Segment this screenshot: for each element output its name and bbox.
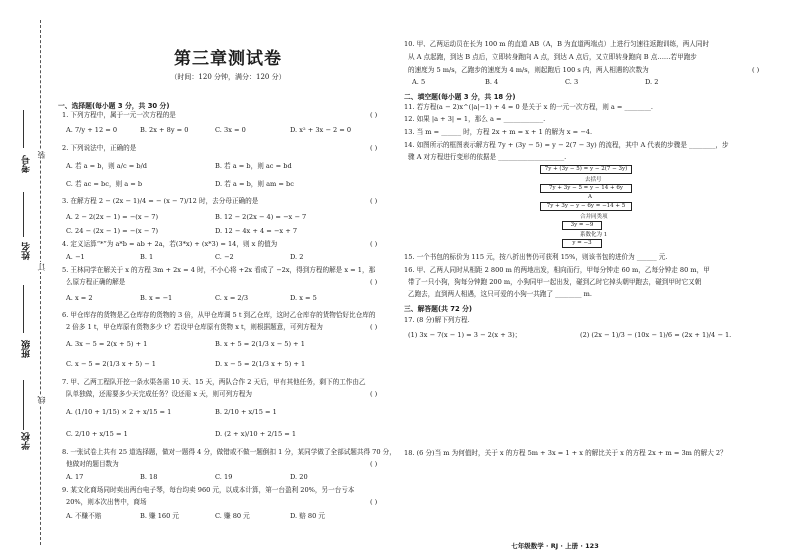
q1-opt-b: B. 2x + 8y = 0 xyxy=(140,126,189,134)
q5-paren: ( ) xyxy=(370,278,378,286)
flow-step-3: 7y + 3y − y − 6y = −14 + 5 xyxy=(540,202,632,211)
q3-paren: ( ) xyxy=(370,197,378,205)
q5-stem-2: 么原方程正确的解是 xyxy=(66,278,126,286)
q11: 11. 若方程(a − 2)x^(|a|−1) + 4 = 0 是关于 x 的一元一次方程，则 a = ________. xyxy=(404,103,654,111)
q17-stem: 17. (8 分)解下列方程. xyxy=(404,316,470,324)
q4-opt-d: D. 2 xyxy=(290,253,304,261)
q6-opt-b: B. x + 5 = 2(1/3 x − 5) + 1 xyxy=(215,340,305,348)
q9-opt-b: B. 赚 160 元 xyxy=(140,512,180,520)
q6-opt-c: C. x − 5 = 2(1/3 x + 5) − 1 xyxy=(66,360,156,368)
q15: 15. 一个书包的标价为 115 元，按八折出售仍可获利 15%，则该书包的进价为 ______ 元. xyxy=(404,253,668,261)
label-banji: 班级 xyxy=(22,340,32,358)
q10-line-2: 从 A 点起跑，到达 B 点后，立即转身跑向 A 点，到达 A 点后，又立即转身跑向 B 点……若甲跑步 xyxy=(408,53,697,61)
banji-line xyxy=(23,285,24,333)
q7-stem: 7. 甲、乙两工程队开挖一条水渠各需 10 天、15 天，两队合作 2 天后，甲有其他任务，剩下的工作由乙 xyxy=(62,378,366,386)
q10-line-1: 10. 甲、乙两运动员在长为 100 m 的直道 AB（A，B 为直道两端点）上进行匀速往返跑训练，两人同时 xyxy=(404,40,710,48)
section2-heading: 二、填空题(每小题 3 分，共 18 分) xyxy=(404,93,516,101)
q14-line-1: 14. 如图所示的框图表示解方程 7y + (3y − 5) = y − 2(7 − 3y) 的流程，其中 A 代表的步骤是 ________，步 xyxy=(404,141,729,149)
q16-line-3: 乙跑去，直到两人相遇，这只可爱的小狗一共跑了 ________ m. xyxy=(408,290,592,298)
flow-label-4: 系数化为 1 xyxy=(580,232,608,238)
q6-opt-d: D. x − 5 = 2(1/3 x + 5) + 1 xyxy=(215,360,306,368)
section1-heading: 一、选择题(每小题 3 分，共 30 分) xyxy=(58,102,170,110)
q6-paren: ( ) xyxy=(370,323,378,331)
q7-stem-2: 队单独做，还需要多少天完成任务？设还需 x 天，则可列方程为 xyxy=(66,390,252,398)
q8-opt-d: D. 20 xyxy=(290,473,308,481)
q2-opt-b: B. 若 a = b，则 ac = bd xyxy=(215,162,292,170)
q10-paren: ( ) xyxy=(752,66,760,74)
q9-paren: ( ) xyxy=(370,498,378,506)
q6-opt-a: A. 3x − 5 = 2(x + 5) + 1 xyxy=(66,340,148,348)
section3-heading: 三、解答题(共 72 分) xyxy=(404,305,472,313)
label-xuexiao: 学校 xyxy=(22,432,32,450)
flow-step-4: 3y = −9 xyxy=(562,221,602,230)
q1-opt-a: A. 7/y + 12 = 0 xyxy=(66,126,118,134)
flow-step-5: y = −3 xyxy=(562,239,602,248)
q8-stem: 8. 一张试卷上共有 25 道选择题，做对一题得 4 分，做错或不做一题倒扣 1 分，某同学做了全部试题共得 70 分， xyxy=(62,448,396,456)
q7-opt-c: C. 2/10 + x/15 = 1 xyxy=(66,430,128,438)
q2-opt-c: C. 若 ac = bc，则 a = b xyxy=(66,180,143,188)
flow-step-1: 7y + (3y − 5) = y − 2(7 − 3y) xyxy=(540,165,632,174)
seal-char-1: 装 xyxy=(37,151,46,159)
cut-line xyxy=(40,20,41,545)
q8-paren: ( ) xyxy=(370,460,378,468)
q9-stem-2: 20%，则本次出售中，商场 xyxy=(66,498,147,506)
q3-stem: 3. 在解方程 2 − (2x − 1)/4 = − (x − 7)/12 时，去分母正确的是 xyxy=(62,197,259,205)
q4-stem: 4. 定义运算“*”为 a*b = ab + 2a，若(3*x) + (x*3) = 14，则 x 的值为 xyxy=(62,240,278,248)
q2-stem: 2. 下列说法中，正确的是 xyxy=(62,144,137,152)
q10-opt-b: B. 4 xyxy=(485,78,499,86)
q5-opt-c: C. x = 2/3 xyxy=(215,294,249,302)
q10-line-3: 的速度为 5 m/s，乙跑步的速度为 4 m/s，则起跑后 100 s 内，两人相遇的次数为 xyxy=(408,66,649,74)
q12: 12. 如果 |a + 3| = 1，那么 a = ____________. xyxy=(404,115,546,123)
q5-opt-a: A. x = 2 xyxy=(66,294,93,302)
page-title: 第三章测试卷 xyxy=(174,49,282,69)
q17-part-2: (2) (2x − 1)/3 − (10x − 1)/6 = (2x + 1)/4 − 1. xyxy=(580,331,732,339)
q2-opt-a: A. 若 a = b，则 a/c = b/d xyxy=(66,162,148,170)
q3-opt-a: A. 2 − 2(2x − 1) = −(x − 7) xyxy=(66,213,159,221)
q4-opt-b: B. 1 xyxy=(140,253,154,261)
q2-paren: ( ) xyxy=(370,144,378,152)
q8-opt-a: A. 17 xyxy=(66,473,84,481)
seal-char-2: 订 xyxy=(37,263,46,271)
q14-line-2: 骤 A 对方程进行变形的依据是 ____________________. xyxy=(408,153,567,161)
q8-opt-b: B. 18 xyxy=(140,473,158,481)
q10-opt-c: C. 3 xyxy=(565,78,579,86)
q18: 18. (6 分)当 m 为何值时，关于 x 的方程 5m + 3x = 1 + x 的解比关于 x 的方程 2x + m = 3m 的解大 2？ xyxy=(404,449,727,457)
xuexiao-line xyxy=(23,380,24,430)
q1-opt-d: D. x² + 3x − 2 = 0 xyxy=(290,126,352,134)
label-xingming: 姓名 xyxy=(22,242,32,260)
q2-opt-d: D. 若 a = b，则 am = bc xyxy=(215,180,294,188)
q17-part-1: (1) 3x − 7(x − 1) = 3 − 2(x + 3)； xyxy=(408,331,522,339)
q10-opt-d: D. 2 xyxy=(645,78,659,86)
q5-opt-b: B. x = −1 xyxy=(140,294,173,302)
q7-opt-d: D. (2 + x)/10 + 2/15 = 1 xyxy=(215,430,297,438)
flow-label-2: A xyxy=(588,194,592,200)
q6-stem: 6. 甲仓库存的货物是乙仓库存的货物的 3 倍，从甲仓库调 5 t 到乙仓库，这时乙仓库存的货物恰好比仓库的 xyxy=(62,311,376,319)
q3-opt-c: C. 24 − (2x − 1) = −(x − 7) xyxy=(66,227,159,235)
seal-char-3: 线 xyxy=(37,396,46,404)
q5-opt-d: D. x = 5 xyxy=(290,294,317,302)
q8-opt-c: C. 19 xyxy=(215,473,233,481)
q4-opt-a: A. −1 xyxy=(66,253,85,261)
q7-opt-b: B. 2/10 + x/15 = 1 xyxy=(215,408,277,416)
q1-paren: ( ) xyxy=(370,111,378,119)
q10-opt-a: A. 5 xyxy=(412,78,426,86)
q7-paren: ( ) xyxy=(370,390,378,398)
q9-stem: 9. 某文化商场同时卖出两台电子琴，每台均卖 960 元，以成本计算，第一台盈利 20%，另一台亏本 xyxy=(62,486,355,494)
q13: 13. 当 m = ______ 时，方程 2x + m = x + 1 的解为 x = −4. xyxy=(404,128,593,136)
q8-stem-2: 他做对的题目数为 xyxy=(66,460,119,468)
q16-line-2: 带了一只小狗，狗每分钟跑 200 m，小狗同甲一起出发，碰到乙时它掉头朝甲跑去，碰到甲时它又朝 xyxy=(408,278,702,286)
q1-stem: 1. 下列方程中，属于一元一次方程的是 xyxy=(62,111,176,119)
q4-opt-c: C. −2 xyxy=(215,253,234,261)
q3-opt-b: B. 12 − 2(2x − 4) = −x − 7 xyxy=(215,213,307,221)
kaohao-line xyxy=(23,110,24,148)
q6-stem-2: 2 倍多 1 t，甲仓库原有货物多少 t？若设甲仓库原有货物 x t，则根据题意，可列方程为 xyxy=(66,323,323,331)
q1-opt-c: C. 3x = 0 xyxy=(215,126,246,134)
q9-opt-c: C. 赚 80 元 xyxy=(215,512,250,520)
q5-stem: 5. 王林同学在解关于 x 的方程 3m + 2x = 4 时，不小心将 +2x 看成了 −2x，得到方程的解是 x = 1，那 xyxy=(62,266,376,274)
flow-step-2: 7y + 3y − 5 = y − 14 + 6y xyxy=(540,184,632,193)
q7-opt-a: A. (1/10 + 1/15) × 2 + x/15 = 1 xyxy=(66,408,172,416)
label-kaohao: 考号 xyxy=(22,155,32,173)
page-subtitle: （时间：120 分钟，满分：120 分） xyxy=(170,73,286,81)
xingming-line xyxy=(23,192,24,237)
q16-line-1: 16. 甲、乙两人同时从相距 2 800 m 的两地出发，相向而行，甲每分钟走 60 m，乙每分钟走 80 m，甲 xyxy=(404,266,710,274)
flow-label-1: 去括号 xyxy=(585,177,602,183)
q3-opt-d: D. 12 − 4x + 4 = −x + 7 xyxy=(215,227,298,235)
page-footer: 七年级数学 · RJ · 上册 · 123 xyxy=(511,542,599,550)
q9-opt-d: D. 赔 80 元 xyxy=(290,512,326,520)
binding-margin xyxy=(0,0,58,556)
q9-opt-a: A. 不赚不赔 xyxy=(66,512,102,520)
flow-label-3: 合并同类项 xyxy=(580,214,608,220)
q4-paren: ( ) xyxy=(370,240,378,248)
